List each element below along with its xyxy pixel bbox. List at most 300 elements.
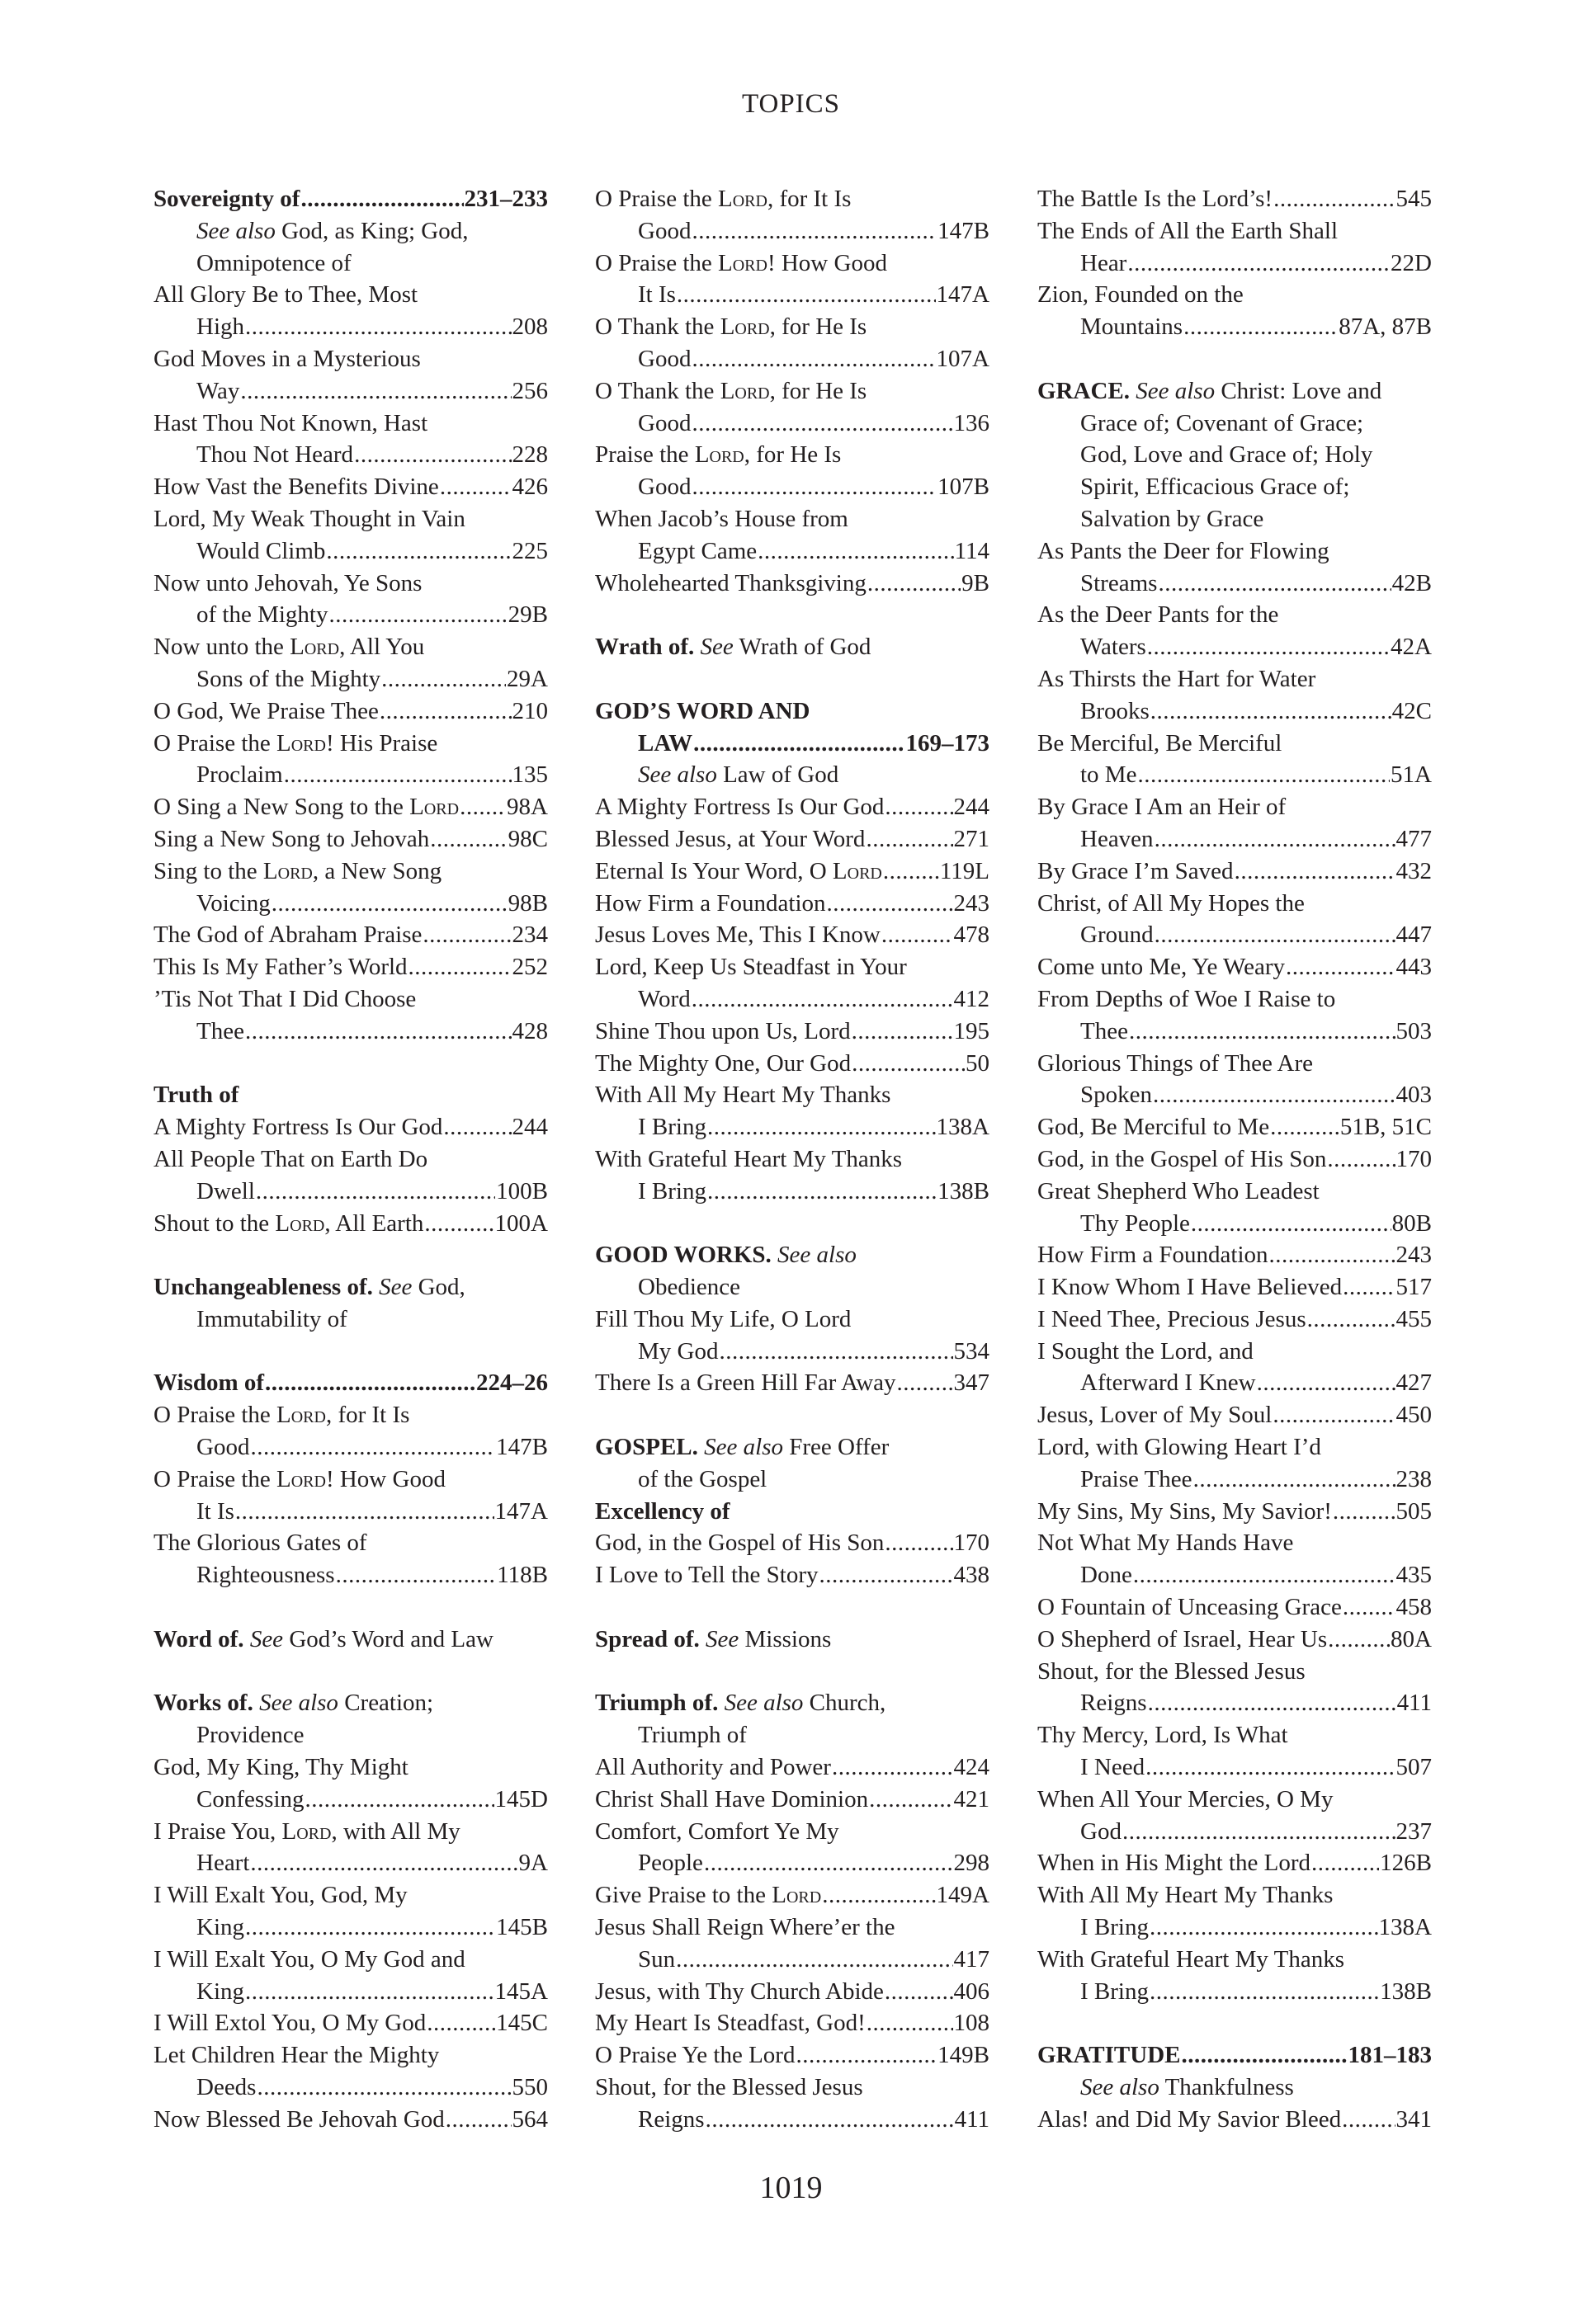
text-run: , All Earth [324,1209,424,1237]
text-run: I Will Exalt You, God, My [153,1882,408,1909]
dot-leader [235,1496,494,1528]
dot-leader [1127,247,1390,280]
dot-leader [852,1048,965,1080]
index-entry [1037,1687,1432,1719]
entry-title [196,1976,244,2008]
index-entry [1037,1591,1432,1624]
text-run: See [379,1274,413,1301]
text-run: Spirit, Efficacious Grace of; [1080,474,1350,501]
dot-leader [1273,1399,1395,1431]
text-run: , a New Song [312,857,442,884]
hymn-number: 427 [1395,1369,1432,1397]
index-line [595,1719,989,1751]
hymn-number: 550 [512,2074,548,2101]
index-line [153,247,548,280]
hymn-number: 417 [953,1945,989,1973]
text-run: Come unto Me, Ye Weary [1037,954,1285,981]
index-line [1037,215,1432,247]
hymn-number: 145D [494,1785,548,1813]
dot-leader [706,2104,954,2136]
entry-title [1080,1976,1149,2008]
hymn-number: 119L [939,857,989,884]
index-entry [153,535,548,568]
index-line [153,343,548,375]
text-run: Proclaim [196,761,283,789]
text-run: Missions [739,1625,832,1652]
index-line [153,1271,548,1303]
dot-leader [676,1944,952,1976]
index-entry [1037,1559,1432,1591]
text-run: O Fountain of Unceasing Grace [1037,1594,1342,1621]
dot-leader [704,1847,953,1879]
text-run: A Mighty Fortress Is Our God [595,794,885,821]
entry-title [595,1976,884,2008]
index-line [153,856,548,888]
text-run: As Thirsts the Hart for Water [1037,665,1316,692]
index-line [153,631,548,663]
entry-title [196,2072,256,2104]
entry-title [1037,1050,1313,1077]
dot-leader [245,1912,495,1944]
text-run [694,634,700,660]
index-entry [595,791,989,823]
hymn-number: 403 [1395,1082,1432,1109]
text-run: Give Praise to the [595,1882,772,1909]
index-line [153,2039,548,2072]
dot-leader [885,791,952,823]
dot-leader [440,471,512,503]
index-line [153,1143,548,1176]
entry-title [638,1944,675,1976]
dot-leader [1333,1496,1395,1528]
index-line [153,1944,548,1976]
index-entry [153,1784,548,1816]
entry-title [638,343,691,375]
dot-leader [354,439,511,471]
index-entry [1037,1624,1432,1656]
entry-title [196,888,271,920]
index-entry [595,823,989,856]
dot-leader [796,2039,937,2072]
text-run: Lord [718,186,767,212]
index-line [1037,503,1432,535]
entry-title [153,410,427,436]
entry-title [153,791,459,823]
index-line [1037,1656,1432,1688]
index-entry [153,823,548,856]
entry-title [1037,1496,1332,1528]
text-run: I Will Extol You, O My God [153,2010,427,2037]
text-run: Sons of the Mighty [196,665,381,692]
text-run: Salvation by Grace [1080,505,1264,532]
text-run [253,1690,259,1716]
text-run: It Is [196,1497,234,1525]
index-entry [595,1176,989,1208]
index-entry [595,1784,989,1816]
text-run: Heaven [1080,825,1154,852]
text-run: See [249,1625,284,1652]
entry-title [1037,1624,1327,1656]
hymn-number: 135 [512,761,548,789]
index-line [595,1431,989,1464]
text-run: How Firm a Foundation [595,889,826,917]
text-run: , for He Is [744,441,842,469]
index-entry [595,1751,989,1784]
entry-title [595,2039,795,2072]
text-run: When All Your Mercies, O My [1037,1785,1334,1813]
dot-leader [256,1176,495,1208]
index-line [1037,1527,1432,1559]
text-run: , for He Is [769,377,867,404]
index-line [153,1879,548,1912]
entry-title [638,471,691,503]
text-run: See also [777,1242,857,1269]
index-line [595,1816,989,1848]
entry-title [196,535,325,568]
text-run: Lord [275,1209,325,1237]
entry-title [153,2007,426,2039]
index-line [595,1303,989,1336]
entry-title [1037,218,1338,244]
text-run: My Heart Is Steadfast, God! [595,2010,866,2037]
hymn-number: 100B [496,1177,548,1204]
index-line [595,1143,989,1176]
entry-title [196,439,353,471]
text-run: All People That on Earth Do [153,1145,428,1172]
entry-title [196,250,352,276]
hymn-number: 29B [508,601,548,629]
text-run: Now unto the [153,634,290,661]
text-run: I Bring [1080,1914,1149,1941]
hymn-number: 42A [1391,634,1432,661]
entry-title [595,1879,821,1912]
hymn-number: 507 [1395,1754,1432,1781]
text-run: GOD’S WORD AND [595,697,810,724]
text-run: Lord [718,249,767,276]
hymn-number: 421 [953,1785,989,1813]
text-run: Lord [694,441,744,469]
dot-leader [852,1016,953,1048]
text-run: Spoken [1080,1082,1152,1109]
entry-title [196,759,283,791]
entry-title [1080,1079,1152,1111]
entry-title [1037,601,1278,628]
text-run: Thee [1080,1017,1128,1044]
entry-title [595,441,841,468]
hymn-number: 424 [953,1754,989,1781]
index-entry [153,375,548,408]
text-run: Jesus Shall Reign Where’er the [595,1914,895,1941]
entry-title [153,1530,367,1556]
text-run: Triumph of. [595,1690,719,1717]
text-run: With Grateful Heart My Thanks [595,1145,902,1172]
text-run: How Firm a Foundation [1037,1242,1268,1269]
text-run: The God of Abraham Praise [153,922,423,949]
text-run: The Ends of All the Earth Shall [1037,217,1339,244]
entry-title [595,634,871,660]
entry-title [153,281,418,308]
text-run: Good [638,345,692,372]
index-entry [1037,1143,1432,1176]
text-run: Would Climb [196,537,326,564]
entry-title [638,535,757,568]
text-run: Thy Mercy, Lord, Is What [1037,1722,1288,1749]
index-entry [153,1208,548,1240]
dot-leader [758,535,953,568]
hymn-number: 341 [1395,2105,1432,2133]
hymn-number: 244 [512,1114,548,1141]
index-line [153,1687,548,1719]
index-line [153,1816,548,1848]
hymn-number: 225 [512,537,548,564]
dot-leader [1286,951,1395,983]
index-entry [153,599,548,631]
entry-title [1037,1303,1306,1336]
text-run: Lord [720,377,770,404]
text-run: O Shepherd of Israel, Hear Us [1037,1625,1328,1652]
text-run: , for It Is [767,186,852,212]
entry-title [638,1722,747,1748]
index-line [1037,1048,1432,1080]
index-line [153,1303,548,1336]
entry-title [153,570,422,596]
spacer [595,1399,989,1431]
entry-title [638,2104,705,2136]
text-run [718,1690,724,1716]
text-run: See also [704,1434,783,1461]
entry-title [196,599,328,631]
entry-title [1080,759,1136,791]
hymn-number: 149B [937,2042,989,2069]
entry-title [1037,1530,1293,1556]
dot-leader [265,1367,475,1399]
text-run: Be Merciful, Be Merciful [1037,729,1282,757]
index-line [1037,1719,1432,1751]
index-entry [1037,1079,1432,1111]
entry-title [153,2104,445,2136]
index-entry [153,2104,548,2136]
text-run: Shout to the [153,1209,276,1237]
text-run: God, in the Gospel of His Son [595,1530,885,1557]
hymn-number: 170 [953,1530,989,1557]
entry-title [153,1146,427,1172]
index-entry [1037,1464,1432,1496]
hymn-number: 98C [508,825,548,852]
dot-leader [1343,1271,1395,1303]
text-run: GOSPEL. [595,1434,698,1461]
index-entry [595,856,989,888]
index-line [595,375,989,408]
dot-leader [1137,759,1390,791]
text-run: O Praise the [153,1465,276,1492]
index-line [595,2072,989,2104]
hymn-number: 80A [1391,1625,1432,1652]
entry-title [638,215,691,247]
entry-title [153,1754,408,1780]
index-entry [153,888,548,920]
entry-title [196,1176,255,1208]
index-entry [595,1976,989,2008]
hymn-number: 145C [496,2010,548,2037]
entry-title [1037,1946,1344,1973]
dot-leader [1191,1208,1391,1240]
dot-leader [284,759,512,791]
entry-title [1080,247,1126,280]
dot-leader [1257,1367,1395,1399]
text-run: Comfort, Comfort Ye My [595,1817,839,1845]
text-run: God, in the Gospel of His Son [1037,1145,1327,1172]
dot-leader [827,888,953,920]
entry-title [595,1818,839,1845]
text-run: I Love to Tell the Story [595,1562,819,1589]
index-line [595,631,989,663]
index-entry [1037,2104,1432,2136]
hymn-number: 136 [953,409,989,436]
text-run: My God [638,1337,719,1365]
text-run: Wisdom of [153,1369,265,1397]
hymn-number: 534 [953,1337,989,1365]
text-run: of the Gospel [638,1465,767,1492]
dot-leader [822,1879,935,1912]
entry-title [1037,1143,1326,1176]
index-entry [153,439,548,471]
entry-title [196,1016,244,1048]
dot-leader [300,183,463,215]
text-run: God, Be Merciful to Me [1037,1114,1270,1141]
hymn-number: 438 [953,1562,989,1589]
entry-title [638,1111,706,1143]
entry-title [595,1048,851,1080]
index-line [153,1751,548,1784]
page-header: TOPICS [741,89,841,119]
text-run: I Bring [638,1177,706,1204]
text-run: See also [638,761,717,789]
entry-title [1037,666,1315,692]
text-run: Zion, Founded on the [1037,281,1244,309]
entry-title [1037,1658,1306,1685]
hymn-number: 126B [1380,1850,1432,1877]
text-run: Reigns [1080,1690,1147,1717]
hymn-number: 9B [961,569,989,596]
index-line [153,728,548,760]
text-run: By Grace I’m Saved [1037,857,1234,884]
hymn-number: 412 [953,985,989,1012]
text-run: Heart [196,1850,250,1877]
text-run: Waters [1080,634,1146,661]
index-line [595,247,989,280]
text-run: Shine Thou upon Us, Lord [595,1017,851,1044]
index-entry [595,535,989,568]
index-entry [1037,1976,1432,2008]
hymn-number: 114 [954,537,989,564]
entry-title [1037,986,1335,1012]
text-run: See also [1136,377,1216,404]
text-run: Lord [832,857,882,884]
text-run: Jesus, with Thy Church Abide [595,1978,884,2005]
spacer [153,1048,548,1080]
text-run: Free Offer [783,1434,890,1461]
dot-leader [1269,1239,1395,1271]
index-line [1037,663,1432,695]
entry-title [1080,1367,1256,1399]
hymn-number: 426 [512,474,548,501]
hymn-number: 411 [954,2105,989,2133]
hymn-number: 50 [966,1049,989,1077]
dot-leader [1328,1624,1390,1656]
entry-title [196,218,468,244]
entry-title [1080,1208,1190,1240]
entry-title [595,1242,857,1268]
dot-leader [326,535,511,568]
index-entry [153,1496,548,1528]
dot-leader [1155,919,1395,951]
index-entry [1037,1016,1432,1048]
dot-leader [883,856,939,888]
index-line [153,503,548,535]
text-run: Excellency of [595,1497,730,1525]
entry-title [196,1431,249,1464]
entry-title [196,1912,244,1944]
hymn-number: 228 [512,441,548,469]
text-run: to Me [1080,761,1137,789]
text-run: Righteousness [196,1562,335,1589]
spacer [595,663,989,695]
index-entry [595,888,989,920]
entry-title [595,1498,730,1525]
hymn-number: 243 [953,889,989,917]
text-run: Lord [772,1882,822,1909]
hymn-number: 145B [496,1914,548,1941]
index-entry [153,2007,548,2039]
text-run: Good [196,1434,250,1461]
dot-leader [692,471,937,503]
text-run: It Is [638,281,676,309]
entry-title [196,1847,249,1879]
text-run: King [196,1978,244,2005]
hymn-number: 29A [507,665,548,692]
index-column-1 [153,183,548,2136]
entry-title [595,856,882,888]
text-run: By Grace I Am an Heir of [1037,794,1287,821]
dot-leader [719,1336,952,1368]
index-entry [1037,759,1432,791]
text-run: O Thank the [595,313,720,341]
dot-leader [1148,1687,1396,1719]
text-run: Lord [276,729,326,757]
entry-title [1080,311,1183,343]
text-run: Blessed Jesus, at Your Word [595,825,866,852]
text-run: Egypt Came [638,537,758,564]
text-run: Afterward I Knew [1080,1369,1256,1397]
text-run: Thankfulness [1159,2074,1294,2101]
index-entry [1037,1303,1432,1336]
entry-title [1037,951,1285,983]
dot-leader [885,1976,953,2008]
entry-title [1037,1239,1268,1271]
text-run: ’Tis Not That I Did Choose [153,985,417,1012]
hymn-number: 138B [937,1177,989,1204]
text-run: O Praise the [153,729,276,757]
index-line [1037,279,1432,311]
text-run: Works of. [153,1690,253,1717]
text-run: Dwell [196,1177,255,1204]
text-run: Reigns [638,2105,705,2133]
text-run: With All My Heart My Thanks [595,1082,891,1109]
hymn-number: 252 [512,954,548,981]
page-number: 1019 [759,2171,823,2205]
entry-title [1037,1786,1333,1813]
index-entry [595,568,989,600]
